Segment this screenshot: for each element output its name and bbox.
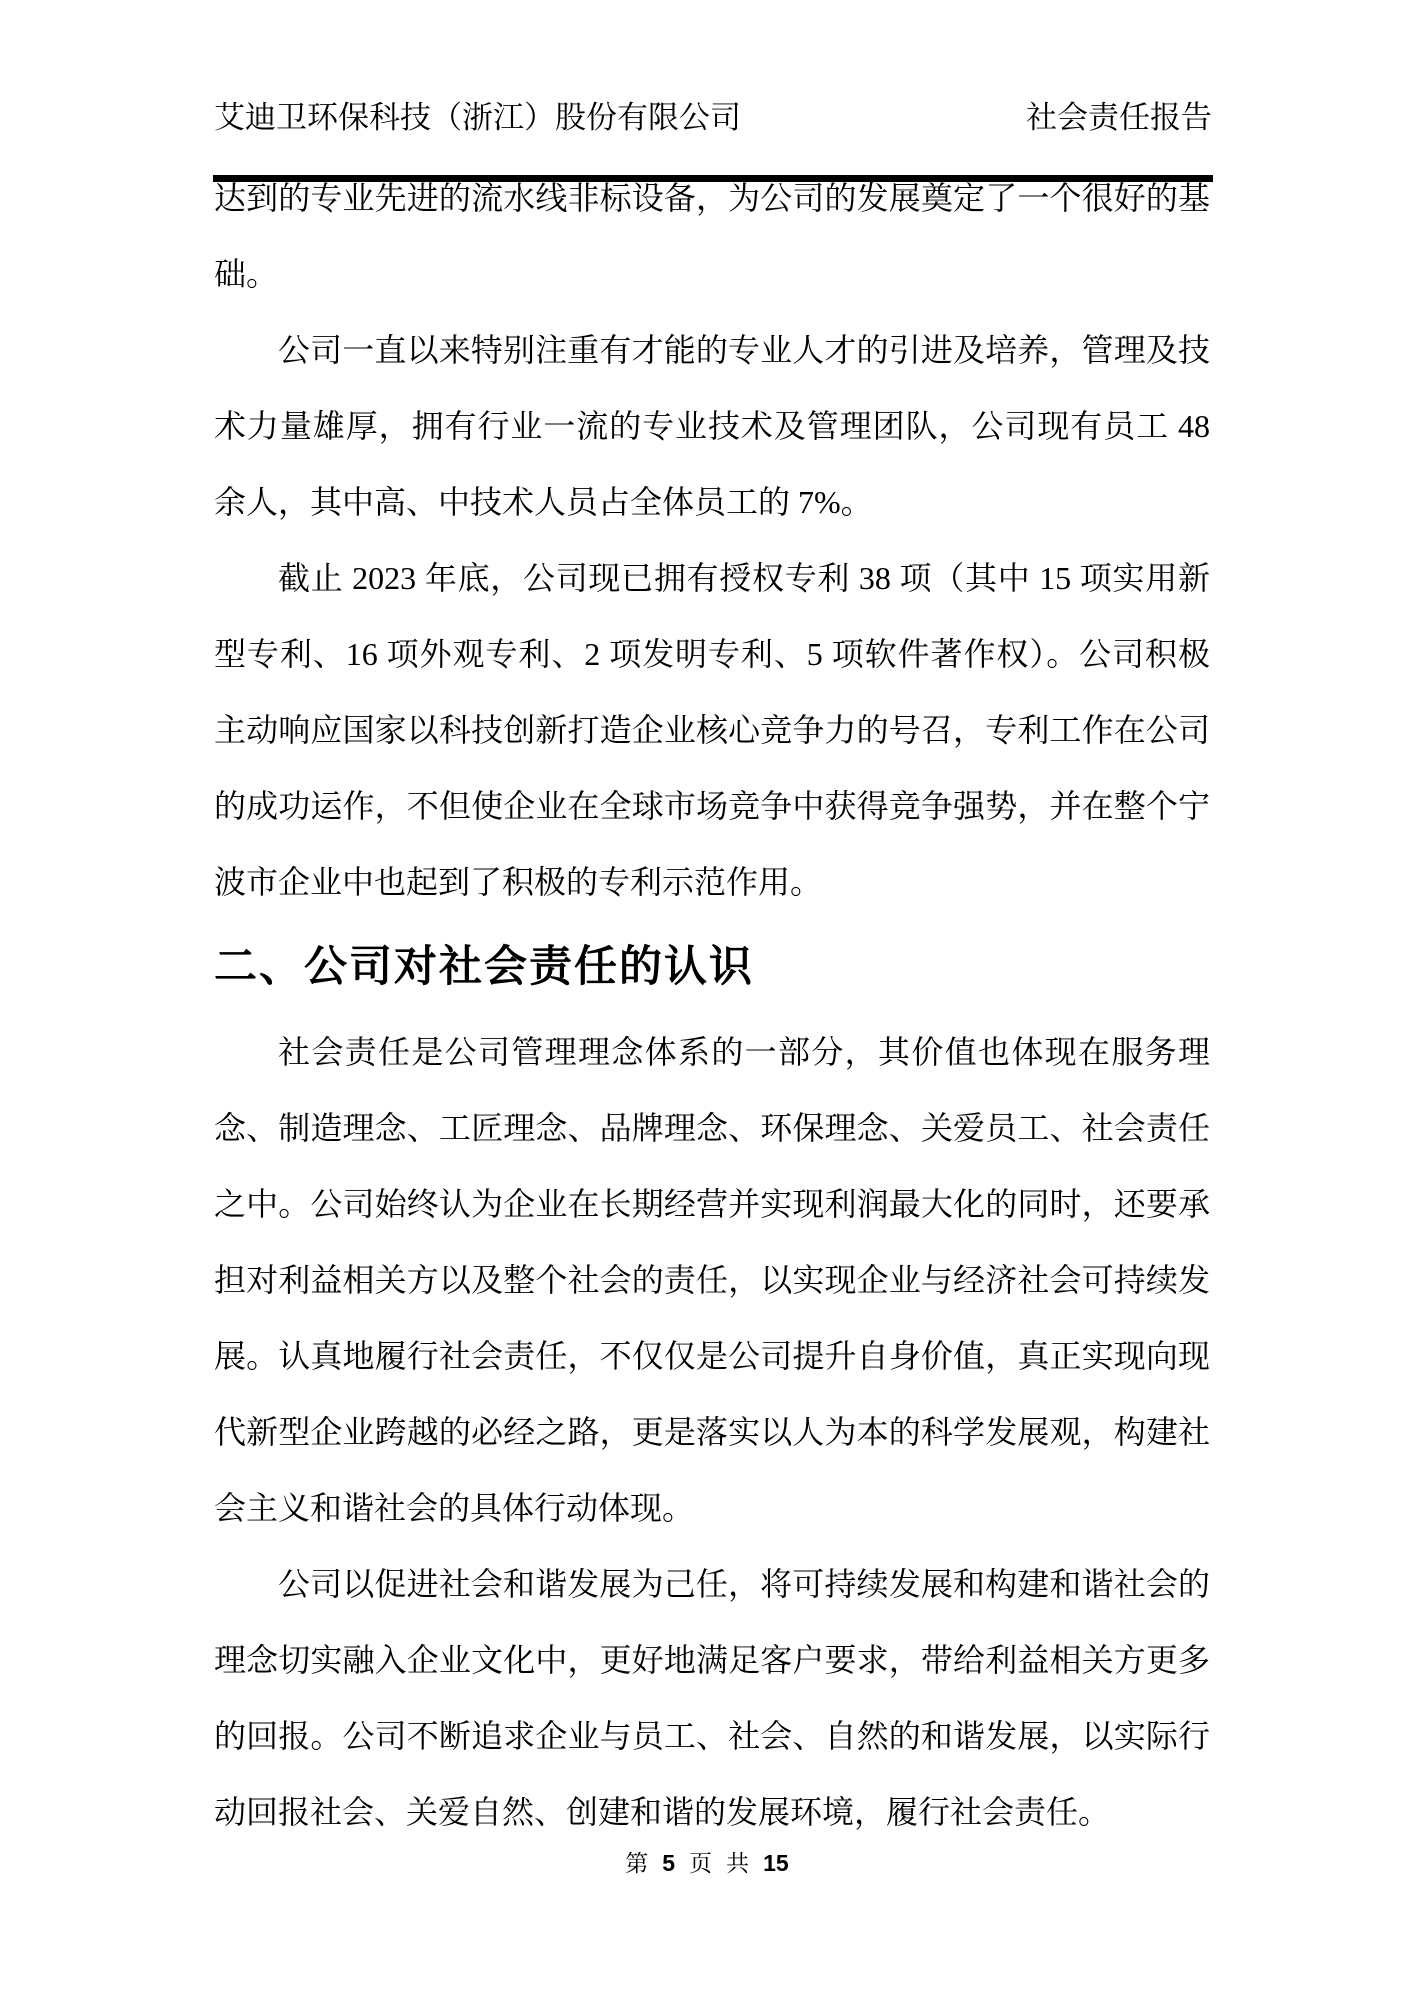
page-footer	[0, 1848, 1414, 1879]
paragraph: 社会责任是公司管理理念体系的一部分，其价值也体现在服务理念、制造理念、工匠理念、品牌理念、环保理念、关爱员工、社会责任之中。公司始终认为企业在长期经营并实现利润最大化的同时，还要承担对利益相关方以及整个社会的责任，以实现企业与经济社会可持续发展。认真地履行社会责任，不仅仅是公司提升自身价值，真正实现向现代新型企业跨越的必经之路，更是落实以人为本的科学发展观，构建社会主义和谐社会的具体行动体现。	[214, 1034, 1210, 1526]
document-body	[214, 160, 1210, 1850]
section-heading: 二、公司对社会责任的认识	[214, 943, 754, 991]
footer-total-pages: 15	[763, 1850, 789, 1876]
header-company-name: 艾迪卫环保科技（浙江）股份有限公司	[214, 100, 741, 135]
paragraph: 截止 2023 年底，公司现已拥有授权专利 38 项（其中 15 项实用新型专利、16 项外观专利、2 项发明专利、5 项软件著作权）。公司积极主动响应国家以科技创新打造企业核心竞争力的号召，专利工作在公司的成功运作，不但使企业在全球市场竞争中获得竞争强势，并在整个宁波市企业中也起到了积极的专利示范作用。	[214, 560, 1210, 900]
footer-page-label: 页	[689, 1851, 713, 1876]
footer-page-prefix: 第	[625, 1851, 649, 1876]
paragraph: 公司一直以来特别注重有才能的专业人才的引进及培养，管理及技术力量雄厚，拥有行业一流的专业技术及管理团队，公司现有员工 48 余人，其中高、中技术人员占全体员工的 7%。	[214, 332, 1210, 520]
footer-total-prefix: 共	[726, 1851, 750, 1876]
header-report-title: 社会责任报告	[1026, 100, 1212, 135]
page-header	[214, 96, 1212, 140]
paragraph: 达到的专业先进的流水线非标设备，为公司的发展奠定了一个很好的基础。	[214, 180, 1210, 292]
paragraph: 公司以促进社会和谐发展为己任，将可持续发展和构建和谐社会的理念切实融入企业文化中，更好地满足客户要求，带给利益相关方更多的回报。公司不断追求企业与员工、社会、自然的和谐发展，以实际行动回报社会、关爱自然、创建和谐的发展环境，履行社会责任。	[214, 1566, 1210, 1830]
footer-page-number: 5	[662, 1850, 676, 1876]
